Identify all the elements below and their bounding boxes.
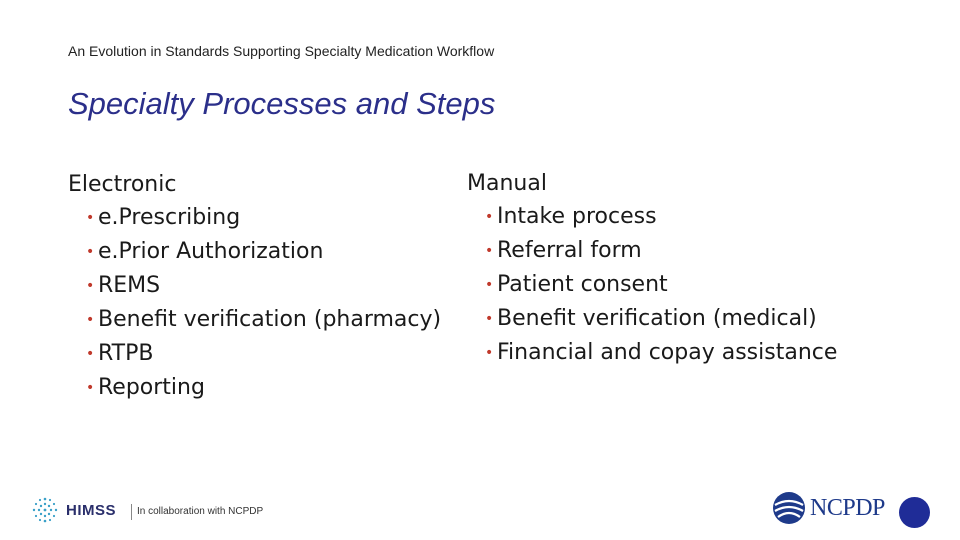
list-item [86, 269, 441, 303]
list-item-label: Financial and copay assistance [497, 340, 838, 365]
himss-logo [30, 495, 116, 525]
list-item-label: e.Prescribing [98, 205, 241, 230]
bullet-icon: • [86, 210, 95, 226]
bullet-icon: • [485, 277, 494, 293]
bullet-icon: • [86, 312, 95, 328]
bullet-icon: • [485, 243, 494, 259]
bullet-icon: • [485, 345, 494, 361]
list-item-label: Benefit verification (medical) [497, 306, 817, 331]
ncpdp-globe-icon [772, 491, 806, 525]
circle-badge-icon [899, 497, 930, 528]
list-item [86, 235, 441, 269]
electronic-column [68, 169, 441, 405]
bullet-icon: • [86, 346, 95, 362]
ncpdp-wordmark: NCPDP [810, 494, 885, 521]
slide-header: An Evolution in Standards Supporting Specialty Medication Workflow [68, 43, 495, 59]
list-item [485, 200, 837, 234]
manual-heading: Manual [467, 171, 547, 196]
himss-wordmark: HIMSS [66, 501, 117, 519]
list-item-label: RTPB [98, 341, 154, 366]
bullet-icon: • [86, 244, 95, 260]
bullet-icon: • [86, 278, 95, 294]
page-title: Specialty Processes and Steps [68, 86, 496, 121]
list-item-label: Benefit verification (pharmacy) [98, 307, 442, 332]
bullet-icon: • [485, 209, 494, 225]
list-item-label: REMS [98, 273, 161, 298]
list-item [86, 303, 441, 337]
ncpdp-logo [772, 491, 885, 525]
electronic-heading: Electronic [68, 172, 177, 197]
bullet-icon: • [86, 380, 95, 396]
list-item-label: Patient consent [497, 272, 668, 297]
list-item-label: e.Prior Authorization [98, 239, 324, 264]
electronic-list [68, 201, 441, 405]
list-item-label: Intake process [497, 204, 657, 229]
list-item [485, 336, 837, 370]
list-item [86, 371, 441, 405]
list-item [485, 302, 837, 336]
footer-collab-text: In collaboration with NCPDP [137, 506, 264, 517]
list-item-label: Reporting [98, 375, 205, 400]
himss-globe-icon [30, 495, 60, 525]
list-item [485, 268, 837, 302]
footer-divider [131, 504, 132, 520]
list-item-label: Referral form [497, 238, 642, 263]
list-item [86, 337, 441, 371]
manual-column [467, 168, 837, 370]
list-item [86, 201, 441, 235]
list-item [485, 234, 837, 268]
bullet-icon: • [485, 311, 494, 327]
manual-list [467, 200, 837, 370]
